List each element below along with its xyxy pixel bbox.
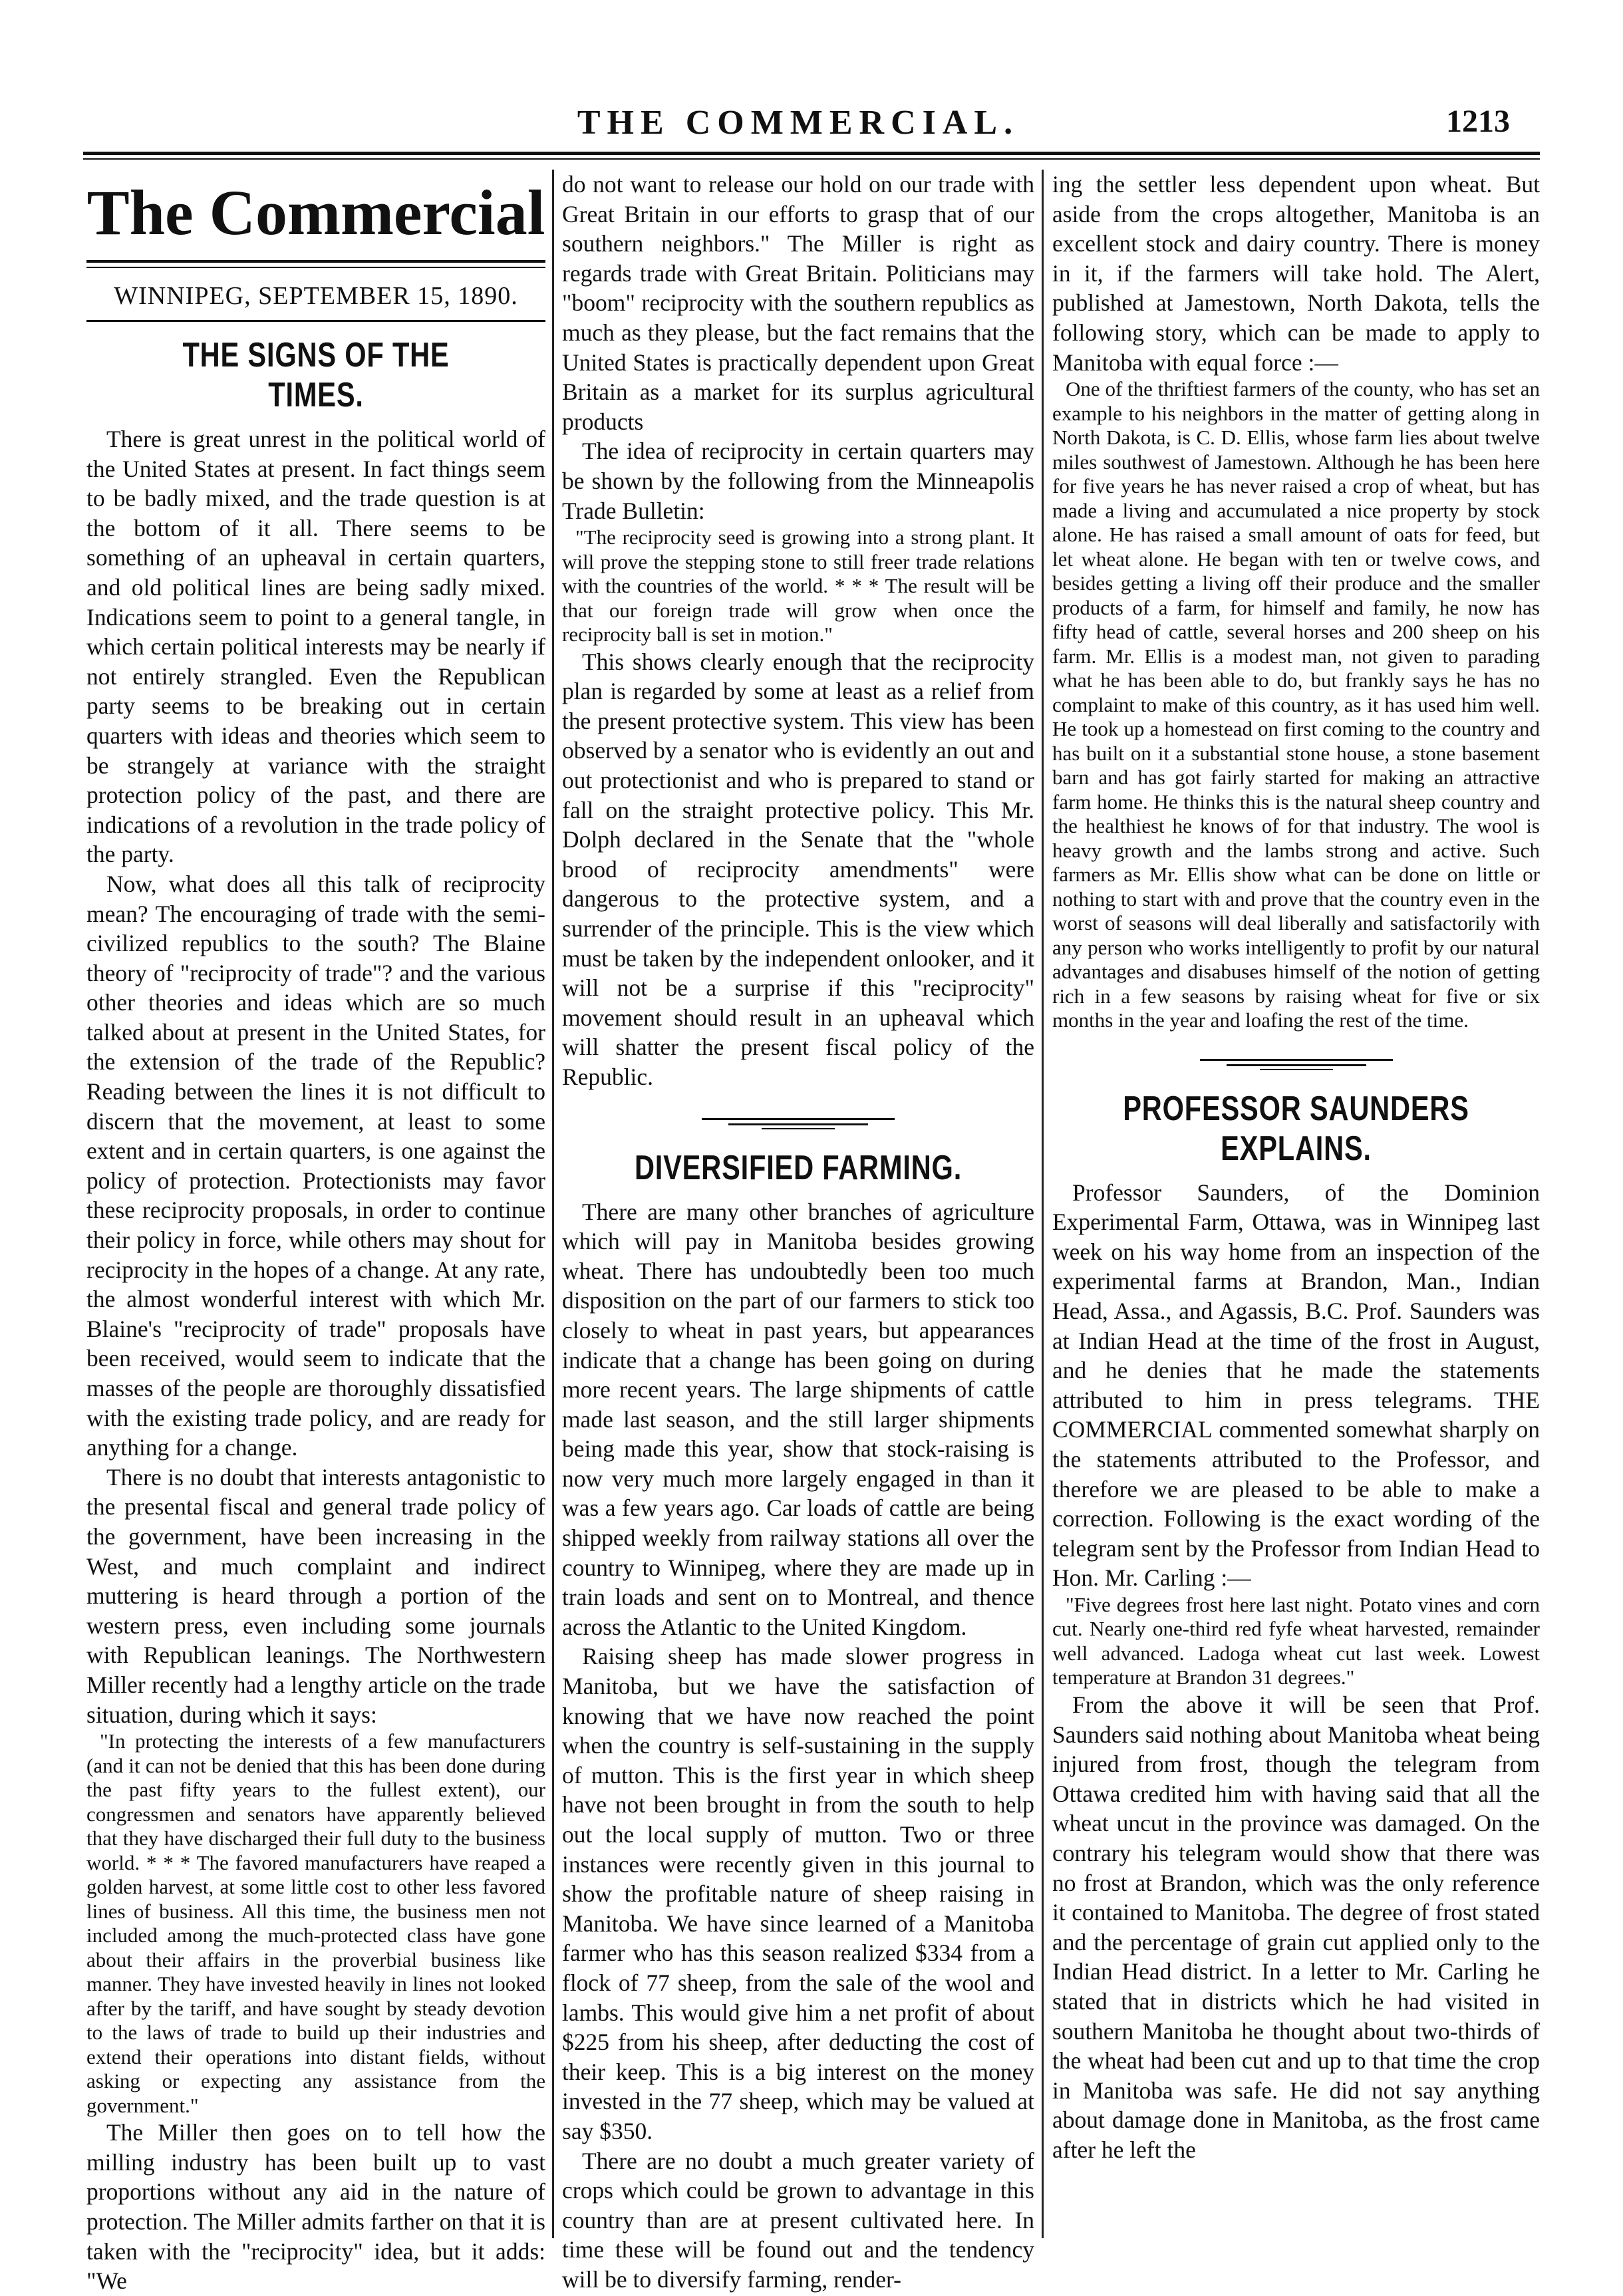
article-paragraph: There are no doubt a much greater variety of crops which could be grown to advantage in this country than are at present cultivated here. In time these will be found out and the tendency will be to diversify farming, render- xyxy=(562,2147,1034,2293)
article-paragraph: Now, what does all this talk of reciprocity mean? The encouraging of trade with the semi-civilized republics to the south? The Blaine theory of "reciprocity of trade"? and the various other theories and ideas which are so much talked about at present in the United States, for the extension of the trade of the Republic? Reading between the lines it is not difficult to discern that the movement, at least to some extent and in certain quarters, is one against the policy of protection. Protectionists may favor these reciprocity proposals, in order to continue their policy in force, while others may shout for reciprocity in the hopes of a change. At any rate, the almost wonderful interest with which Mr. Blaine's "reciprocity of trade" proposals have been received, would seem to indicate that the masses of the people are thoroughly dissatisfied with the existing trade policy, and are ready for anything for a change. xyxy=(86,870,545,1461)
column-divider xyxy=(1042,170,1044,2238)
article-paragraph: do not want to release our hold on our trade with Great Britain in our efforts to grasp that of our southern neighbors." The Miller is right as regards trade with Great Britain. Politicians may "boom" reciprocity with the southern republics as much as they please, but the fact remains that the United States is practically dependent upon Great Britain as a market for its surplus agricultural products xyxy=(562,171,1034,435)
article-paragraph: This shows clearly enough that the reciprocity plan is regarded by some at least as a relief from the present protective system. This view has been observed by a senator who is evidently an out and out protectionist and who is prepared to stand or fall on the straight protective policy. This Mr. Dolph declared in the Senate that the "whole brood of reciprocity amendments" were dangerous to the protective system, and a surrender of the principle. This is the view which must be taken by the independent onlooker, and it will not be a surprise if this "reciprocity" movement should result in an upheaval which will shatter the present fiscal policy of the Republic. xyxy=(562,648,1034,1090)
article-headline: THE SIGNS OF THE TIMES. xyxy=(182,336,450,414)
dateline: WINNIPEG, SEPTEMBER 15, 1890. xyxy=(114,282,518,310)
article-paragraph: There is no doubt that interests antagonistic to the presental fiscal and general trade policy of the government, have been increasing in the West, and much complaint and indirect muttering is heard through a portion of the western press, even including some journals with Republican leanings. The Northwestern Miller recently had a lengthy article on the trade situation, during which it says: xyxy=(86,1463,545,1728)
quoted-passage: "In protecting the interests of a few manufacturers (and it can not be denied that this has been done during the past fifty years to the fullest extent), our congressmen and senators have apparently believed that they have discharged their full duty to the business world. * * * The favored manufacturers have reaped a golden harvest, at some little cost to other less favored lines of business. All this time, the business men not included among the much-protected class have gone about their affairs in the proverbial business like manner. They have invested heavily in lines not looked after by the tariff, and have sought by steady devotion to the laws of trade to build up their industries and extend their operations into distant fields, without asking or expecting any assistance from the government." xyxy=(86,1729,545,2117)
masthead-rule xyxy=(86,260,545,268)
article-paragraph: There is great unrest in the political world of the United States at present. In fact things seem to be badly mixed, and the trade question is at the bottom of it all. There seems to be something of an upheaval in certain quarters, and old political lines are being sadly mixed. Indications seem to point to a general tangle, in which certain political interests may be nearly if not entirely strangled. Even the Republican party seems to be breaking out in certain quarters with ideas and theories which seem to be strangely at variance with the straight protection policy of the past, and there are indications of a revolution in the trade policy of the party. xyxy=(86,426,545,868)
article-headline: PROFESSOR SAUNDERS EXPLAINS. xyxy=(1123,1089,1469,1168)
article-paragraph: There are many other branches of agriculture which will pay in Manitoba besides growing wheat. There has undoubtedly been too much disposition on the part of our farmers to stick too closely to wheat in past years, but appearances indicate that a change has been going on during more recent years. The large shipments of cattle made last season, and the still larger shipments being made this year, show that stock-raising is now very much more largely engaged in than it was a few years ago. Car loads of cattle are being shipped weekly from railway stations all over the country to Winnipeg, where they are made up in train loads and sent on to Montreal, and thence across the Atlantic to the United Kingdom. xyxy=(562,1198,1034,1640)
article-paragraph: The Miller then goes on to tell how the milling industry has been built up to vast proportions without any aid in the nature of protection. The Miller admits farther on that it is taken with the "reciprocity" idea, but it adds: "We xyxy=(86,2119,545,2295)
header-rule-thin xyxy=(83,158,1540,160)
page-number: 1213 xyxy=(1446,104,1510,139)
article-paragraph: The idea of reciprocity in certain quarters may be shown by the following from the Minneapolis Trade Bulletin: xyxy=(562,438,1034,524)
article-paragraph: ing the settler less dependent upon wheat. But aside from the crops altogether, Manitoba is an excellent stock and dairy country. There is money in it, if the farmers will take hold. The Alert, published at Jamestown, North Dakota, tells the following story, which can be made to apply to Manitoba with equal force :— xyxy=(1052,171,1540,376)
column-3 xyxy=(1052,170,1540,2238)
column-divider xyxy=(552,170,554,2238)
section-ornament-rule xyxy=(1200,1056,1393,1072)
running-title: THE COMMERCIAL. xyxy=(577,104,1020,142)
column-2 xyxy=(562,170,1034,2293)
section-ornament-rule xyxy=(702,1115,895,1131)
article-paragraph: Professor Saunders, of the Dominion Experimental Farm, Ottawa, was in Winnipeg last week on his way home from an inspection of the experimental farms at Brandon, Man., Indian Head, Assa., and Agassis, B.C. Prof. Saunders was at Indian Head at the time of the frost in August, and he denies that he made the statements attributed to him in press telegrams. THE COMMERCIAL commented somewhat sharply on the statements attributed to the Professor, and therefore we are pleased to be able to make a correction. Following is the exact wording of the telegram sent by the Professor from Indian Head to Hon. Mr. Carling :— xyxy=(1052,1179,1540,1592)
dateline-rule xyxy=(86,320,545,322)
quoted-passage: "Five degrees frost here last night. Potato vines and corn cut. Nearly one-third red fyfe wheat harvested, remainder well advanced. Ladoga wheat cut last week. Lowest temperature at Brandon 31 degrees." xyxy=(1052,1592,1540,1689)
quoted-passage: "The reciprocity seed is growing into a strong plant. It will prove the stepping stone to still freer trade relations with the countries of the world. * * * The result will be that our foreign trade will grow when once the reciprocity ball is set in motion." xyxy=(562,525,1034,646)
article-headline: DIVERSIFIED FARMING. xyxy=(634,1148,962,1187)
quoted-passage: One of the thriftiest farmers of the county, who has set an example to his neighbors in the matter of getting along in North Dakota, is C. D. Ellis, whose farm lies about twelve miles southwest of Jamestown. Although he has been here for five years he has never raised a crop of wheat, but has made a living and accumulated a nice property by stock alone. He has raised a small amount of oats for feed, but let wheat alone. He began with ten or twelve cows, and besides getting a living off their produce and the smaller products of a farm, for himself and family, he now has fifty head of cattle, several horses and 200 sheep on his farm. Mr. Ellis is a modest man, not given to parading what he has been able to do, but frankly says he has no complaint to make of this country, as it has used him well. He took up a homestead on first coming to the country and has built on it a substantial stone house, a stone basement barn and has got fairly started for making an attractive farm home. He thinks this is the natural sheep country and the healthiest he knows of for that industry. The wool is heavy growth and the lambs strong and active. Such farmers as Mr. Ellis show what can be done on little or nothing to start with and prove that the country even in the worst of seasons will deal liberally and satisfactorily with any person who works intelligently to profit by our natural advantages and disabuses himself of the notion of getting rich in a few seasons by raising wheat for five or six months in the year and loafing the rest of the time. xyxy=(1052,377,1540,1032)
article-paragraph: From the above it will be seen that Prof. Saunders said nothing about Manitoba wheat being injured from frost, though the telegram from Ottawa credited him with having said that all the wheat uncut in the province was damaged. On the contrary his telegram would show that there was no frost at Brandon, which was the only reference it contained to Manitoba. The degree of frost stated and the percentage of grain cut applied only to the Indian Head district. In a letter to Mr. Carling he stated that in districts which he had visited in southern Manitoba he thought about two-thirds of the wheat had been cut and up to that time the crop in Manitoba was safe. He did not say anything about damage done in Manitoba, as the frost came after he left the xyxy=(1052,1691,1540,2163)
header-rule-thick xyxy=(83,152,1540,155)
article-paragraph: Raising sheep has made slower progress in Manitoba, but we have the satisfaction of knowing that we have now reached the point when the country is self-sustaining in the supply of mutton. This is the first year in which sheep have not been brought in from the south to help out the local supply of mutton. Two or three instances were recently given in this journal to show the profitable nature of sheep raising in Manitoba. We have since learned of a Manitoba farmer who has this season realized $334 from a flock of 77 sheep, from the sale of the wool and lambs. This would give him a net profit of about $225 from his sheep, after deducting the cost of their keep. This is a big interest on the money invested in the 77 sheep, which may be valued at say $350. xyxy=(562,1643,1034,2144)
column-1 xyxy=(86,170,545,2295)
masthead-title: The Commercial xyxy=(86,177,545,248)
